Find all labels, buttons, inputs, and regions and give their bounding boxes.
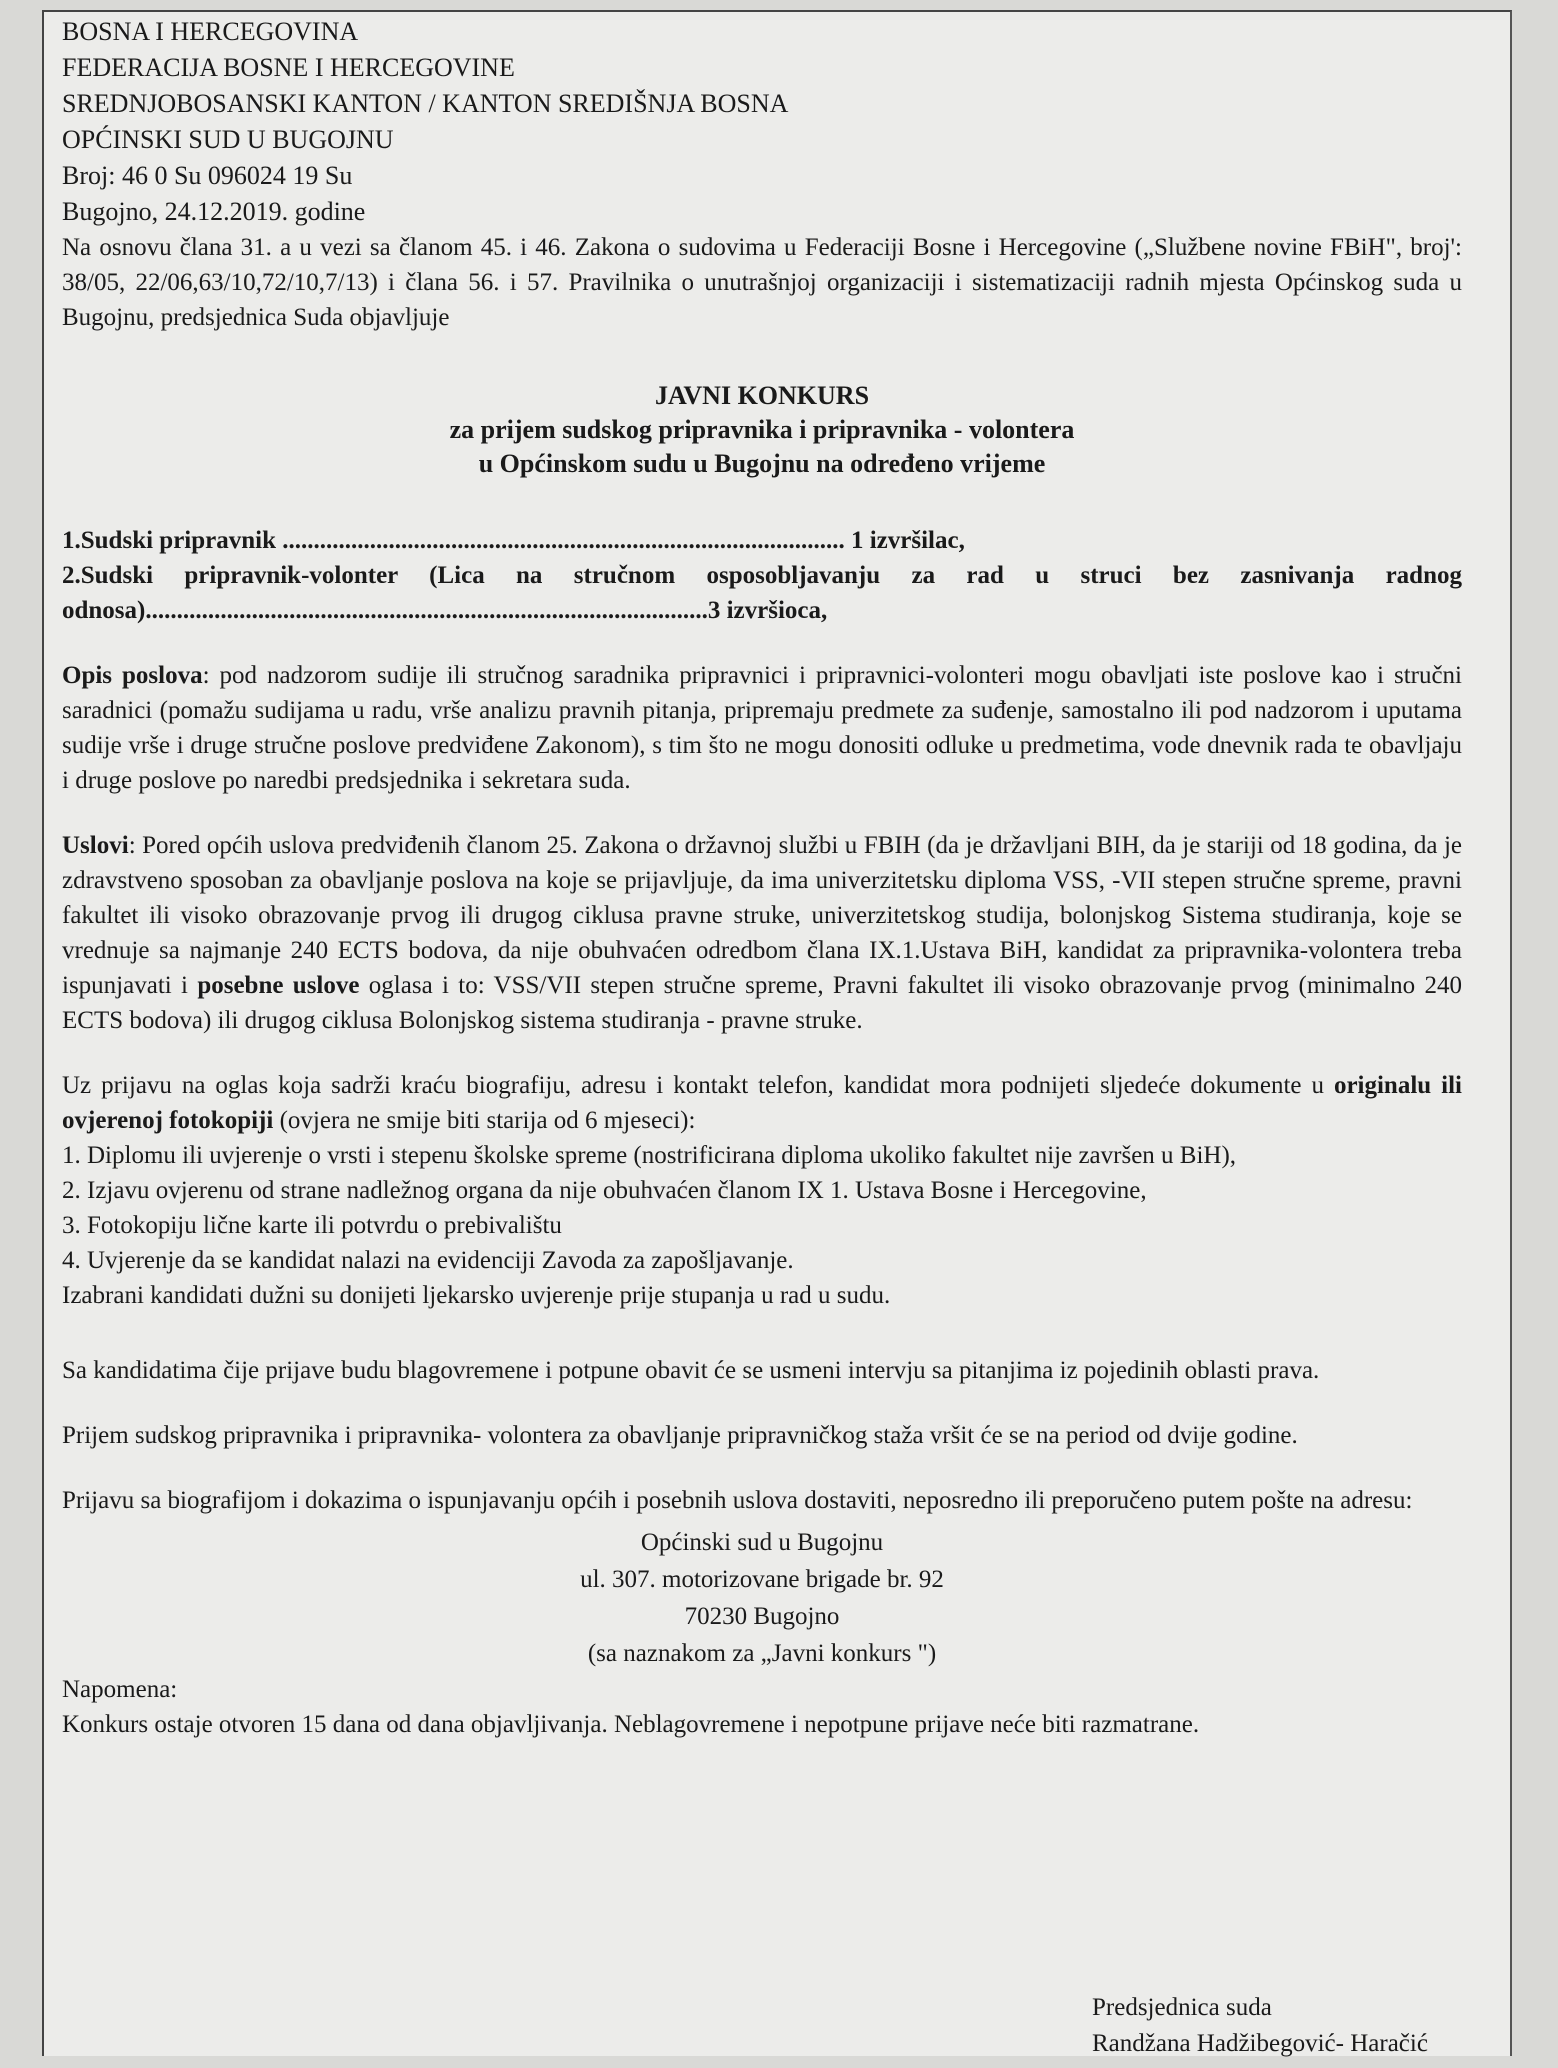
document-item-3: 3. Fotokopiju lične karte ili potvrdu o prebivalištu — [62, 1212, 562, 1239]
document-item-2: 2. Izjavu ovjerenu od strane nadležnog organa da nije obuhvaćen članom IX 1. Ustava Bosne i Hercegovine, — [62, 1177, 1147, 1204]
documents-original-emphasis: originalu ili ovjerenoj fotokopiji — [62, 1072, 1462, 1134]
signature-block — [1092, 1990, 1428, 2062]
conditions-text-1: : Pored općih uslova predviđenih članom 25. Zakona o državnoj službi u FBIH (da je državljani BIH, da je stariji od 18 godina, da je zdravstveno sposoban za obavljanje poslova na koje se prijavljuje, da ima univerzitetsku diploma VSS, -VII stepen stručne spreme, pravni fakultet ili visoko obrazovanje prvog ili drugog ciklusa pravne struke, univerzitetskog studija, bolonjskog Sistema studiranja, koje se vrednuje sa najmanje 240 ECTS bodova, da nije obuhvaćen odredbom člana IX.1.Ustava BiH, kandidat za pripravnika-volontera treba ispunjavati i — [62, 832, 1462, 999]
notice-title: JAVNI KONKURS — [654, 381, 870, 410]
documents-intro-text-2: (ovjera ne smije biti starija od 6 mjeseci): — [273, 1107, 696, 1134]
note-label: Napomena: — [62, 1676, 178, 1703]
header-line-federation: FEDERACIJA BOSNE I HERCEGOVINE — [62, 53, 515, 82]
job-description-label: Opis poslova — [62, 662, 203, 689]
position-1: 1.Sudski pripravnik .......................................................................................... 1 izvršilac, — [62, 527, 965, 554]
header-line-canton: SREDNJOBOSANSKI KANTON / KANTON SREDIŠNJA BOSNA — [62, 89, 789, 118]
position-2: 2.Sudski pripravnik-volonter (Lica na stručnom osposobljavanju za rad u struci bez zasnivanja radnog odnosa)..........................................................................................3 izvršioca, — [62, 562, 1462, 624]
documents-intro — [62, 1068, 1462, 1138]
document-item-4: 4. Uvjerenje da se kandidat nalazi na evidenciji Zavoda za zapošljavanje. — [62, 1247, 794, 1274]
signatory-role: Predsjednica suda — [1092, 1994, 1272, 2021]
special-conditions-emphasis: posebne uslove — [197, 972, 360, 999]
conditions-paragraph — [62, 828, 1462, 1038]
conditions-text-2: oglasa i to: VSS/VII stepen stručne spreme, Pravni fakultet ili visoko obrazovanje prvog (minimalno 240 ECTS bodova) ili drugog ciklusa Bolonjskog sistema studiranja - pravne struke. — [62, 972, 1462, 1034]
document-page — [42, 10, 1512, 2056]
job-description-paragraph — [62, 658, 1462, 798]
header-line-court: OPĆINSKI SUD U BUGOJNU — [62, 125, 394, 154]
interview-paragraph: Sa kandidatima čije prijave budu blagovremene i potpune obavit će se usmeni intervju sa pitanjima iz pojedinih oblasti prava. — [62, 1357, 1320, 1384]
note-text: Konkurs ostaje otvoren 15 dana od dana objavljivanja. Neblagovremene i nepotpune prijave neće biti razmatrane. — [62, 1711, 1200, 1738]
signatory-name: Randžana Hadžibegović- Haračić — [1092, 2030, 1428, 2057]
internship-period-paragraph: Prijem sudskog pripravnika i pripravnika- volontera za obavljanje pripravničkog staža vršit će se na period od dvije godine. — [62, 1422, 1298, 1449]
address-postal-city: 70230 Bugojno — [684, 1603, 840, 1630]
address-court-name: Općinski sud u Bugojnu — [640, 1529, 884, 1556]
document-body — [62, 14, 1462, 1742]
document-date: Bugojno, 24.12.2019. godine — [62, 197, 366, 226]
documents-intro-text: Uz prijavu na oglas koja sadrži kraću biografiju, adresu i kontakt telefon, kandidat mora podnijeti sljedeće dokumente u — [62, 1072, 1334, 1099]
conditions-label: Uslovi — [62, 832, 129, 859]
address-street: ul. 307. motorizovane brigade br. 92 — [580, 1566, 944, 1593]
address-marking-note: (sa naznakom za „Javni konkurs ") — [587, 1640, 937, 1667]
document-item-1: 1. Diplomu ili uvjerenje o vrsti i stepenu školske spreme (nostrificirana diploma ukoliko fakultet nije završen u BiH), — [62, 1142, 1237, 1169]
notice-subtitle-1: za prijem sudskog pripravnika i pripravnika - volontera — [449, 415, 1075, 444]
header-line-country: BOSNA I HERCEGOVINA — [62, 17, 359, 46]
job-description-text: : pod nadzorom sudije ili stručnog saradnika pripravnici i pripravnici-volonteri mogu obavljati iste poslove kao i stručni saradnici (pomažu sudijama u radu, vrše analizu pravnih pitanja, pripremaju predmete za suđenje, samostalno ili pod nadzorom i uputama sudije vrše i druge stručne poslove predviđene Zakonom), s tim što ne mogu donositi odluke u predmetima, vode dnevnik rada te obavljaju i druge poslove po naredbi predsjednika i sekretara suda. — [62, 662, 1463, 794]
issuer-header — [62, 14, 1462, 230]
submission-paragraph: Prijavu sa biografijom i dokazima o ispunjavanju općih i posebnih uslova dostaviti, neposredno ili preporučeno putem pošte na adresu: — [62, 1487, 1413, 1514]
legal-basis-paragraph: Na osnovu člana 31. a u vezi sa članom 45. i 46. Zakona o sudovima u Federaciji Bosne i Hercegovine („Službene novine FBiH", broj': 38/05, 22/06,63/10,72/10,7/13) i člana 56. i 57. Pravilnika o unutrašnjoj organizaciji i sistematizaciji radnih mjesta Općinskog suda u Bugojnu, predsjednica Suda objavljuje — [62, 234, 1462, 331]
court-address-block — [62, 1524, 1462, 1672]
notice-subtitle-2: u Općinskom sudu u Bugojnu na određeno vrijeme — [478, 449, 1046, 478]
medical-certificate-note: Izabrani kandidati dužni su donijeti ljekarsko uvjerenje prije stupanja u rad u sudu. — [62, 1282, 891, 1309]
reference-number: Broj: 46 0 Su 096024 19 Su — [62, 161, 353, 190]
